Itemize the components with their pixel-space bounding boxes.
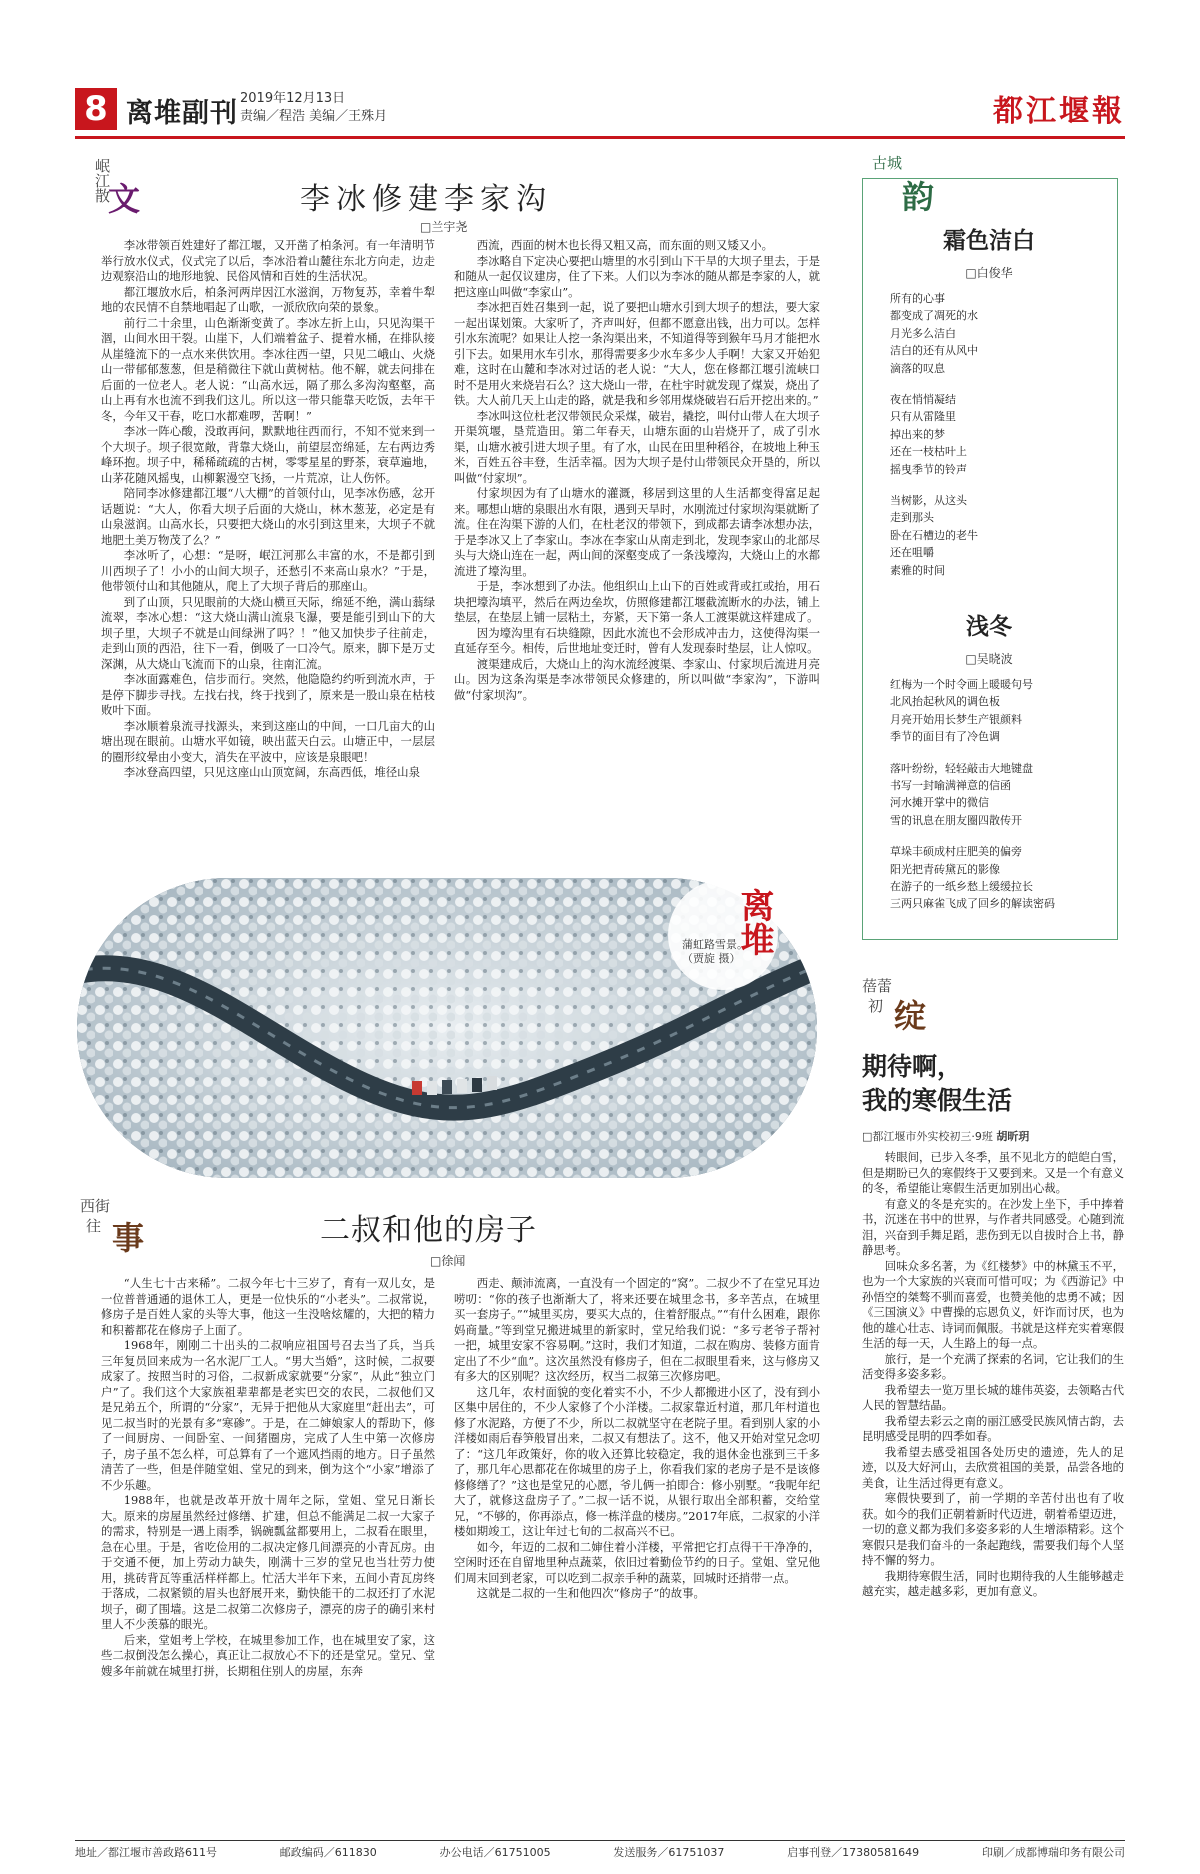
poem-stanza — [890, 843, 1110, 913]
poem-line: 走到那头 — [890, 511, 934, 525]
poem-stanza — [890, 290, 1110, 377]
column-badge-glyph: 事 — [112, 1219, 145, 1257]
footer-delivery: 发送服务／61751037 — [613, 1846, 725, 1859]
paragraph: 李冰叫这位杜老汉带领民众采煤，破岩，撬挖，叫付山带人在大坝子开渠筑堰，垦荒造田。第二年春天，山塘东面的山岩烧开了，成了引水渠，山塘水被引进大坝子里。有了水，山民在田里种稻谷，在坡地上种玉米，百姓五谷丰登，生活幸福。因为大坝子是付山带领民众开垦的，所以叫做“付家坝”。 — [454, 408, 820, 485]
article-byline: □兰宇尧 — [420, 220, 468, 234]
paragraph: 李冰把百姓召集到一起，说了要把山塘水引到大坝子的想法，要大家一起出谋划策。大家听了，齐声叫好，但都不愿意出钱，出力可以。怎样引水东流呢？如果让人挖一条沟渠出来，不知道得等到猴年马月才能把水引下去。如果用水车引水，那得需要多少水车多少人手啊！大家又开始犯难，这时在山麓和李冰对过话的老人说：“大人，您在修都江堰引流峡口时不是用火来烧岩石么？这大烧山一带，在杜宇时就发现了煤炭，烧出了铁。大人前几天上山走的路，就是我和乡邻用煤烧破岩石后开挖出来的。” — [454, 300, 820, 407]
paragraph: 有意义的冬是充实的。在沙发上坐下，手中捧着书，沉迷在书中的世界，与作者共同感受。心随到流泪，兴奋到手舞足蹈，悲伤到无以自拔时合上书，静静思考。 — [862, 1196, 1124, 1257]
paragraph: 于是，李冰想到了办法。他组织山上山下的百姓或背或扛或抬，用石块把壕沟填平，然后在两边垒坎，仿照修建都江堰截流断水的办法，铺上垫层，在垫层上铺一层粘土，夯紧，天下第一条人工渡渠就这样建成了。 — [454, 579, 820, 624]
paragraph: 1988年，也就是改革开放十周年之际，堂姐、堂兄日渐长大。原来的房屋虽然经过修缮、扩建，但总不能满足二叔一大家子的需求，特别是一遇上雨季，锅碗瓢盆都要用上，二叔看在眼里，急在心里。于是，省吃俭用的二叔决定修几间漂亮的小青瓦房。由于交通不便，加上劳动力缺失，刚满十三岁的堂兄也当壮劳力使用，挑砖背瓦等重活样样都上。忙活大半年下来，五间小青瓦房终于落成，二叔紧锁的眉头也舒展开来，勤快能干的二叔还打了水泥坝子，砌了围墙。这是二叔第二次修房子，漂亮的房子的确引来村里人不少羡慕的眼光。 — [101, 1493, 435, 1631]
article-body — [862, 1150, 1124, 1840]
column-badge-label: 古城 — [872, 154, 903, 172]
author-school: □都江堰市外实校初三·9班 — [862, 1130, 993, 1143]
column-badge-xijie — [80, 1195, 160, 1261]
poem-line: 北风抬起秋风的调色板 — [890, 695, 1000, 709]
page-number: 8 — [75, 88, 117, 130]
column-badge-glyph: 绽 — [894, 997, 927, 1035]
paragraph: 寒假快要到了，前一学期的辛苦付出也有了收获。如今的我们正朝着新时代迈进，朝着希望迈进，一切的意义都为我们多姿多彩的人生增添精彩。这个寒假只是我们奋斗的一条起跑线，需要我们每个人坚持不懈的努力。 — [862, 1491, 1124, 1567]
column-badge-label: 岷江散 — [93, 158, 111, 203]
poem-line: 雪的讯息在朋友圈四散传开 — [890, 813, 1022, 827]
poem-line: 草垛丰硕成村庄肥美的偏旁 — [890, 845, 1022, 859]
poem-line: 书写一封喻满禅意的信函 — [890, 779, 1011, 793]
footer-rule — [75, 1840, 1125, 1841]
paragraph: 我希望去感受祖国各处历史的遗迹，先人的足迹，以及大好河山，去欣赏祖国的美景，品尝各地的美食，让生活过得更有意义。 — [862, 1444, 1124, 1490]
poem-stanza — [890, 492, 1110, 579]
footer-printer: 印刷／成都博瑞印务有限公司 — [981, 1846, 1125, 1859]
paragraph: 付家坝因为有了山塘水的灌溉，移居到这里的人生活都变得富足起来。哪想山塘的泉眼出水有限，遇到天旱时，水刚流过付家坝沟渠就断了流。住在沟渠下游的人们，在杜老汉的带领下，到成都去请李冰想办法，于是李冰又上了李家山。李冰在李家山从南走到北，发现李家山的北部尽头与大烧山连在一起，两山间的深壑变成了一条浅壕沟，大烧山上的水都流进了壕沟里。 — [454, 486, 820, 578]
poem-stanza — [890, 760, 1110, 830]
footer-ads: 启事刊登／17380581649 — [787, 1846, 920, 1859]
paragraph: 转眼间，已步入冬季，虽不见北方的皑皑白雪，但是期盼已久的寒假终于又要到来。又是一个有意义的冬，希望能让寒假生活更加别出心裁。 — [862, 1150, 1124, 1195]
paragraph: 李冰略自下定决心要把山塘里的水引到山下干旱的大坝子里去，于是和随从一起仅议建房，住了下来。人们以为李冰的随从都是李家的人，就把这座山叫做“李家山”。 — [454, 253, 820, 299]
masthead-rule — [75, 136, 1125, 139]
column-badge-minjiang — [80, 158, 160, 224]
poem-stanza — [890, 391, 1110, 478]
poem-line: 夜在悄悄凝结 — [890, 393, 956, 407]
paragraph: 李冰面露难色，信步而行。突然，他隐隐约约听到流水声，于是停下脚步寻找。左找右找，终于找到了，原来是一股山泉在枯枝败叶下面。 — [101, 672, 435, 717]
column-badge-glyph: 韵 — [902, 178, 935, 216]
poem-line: 摇曳季节的铃声 — [890, 462, 967, 476]
poem-line: 月亮开始用长梦生产银颜料 — [890, 712, 1022, 726]
paragraph: 如今，年迈的二叔和二婶住着小洋楼，平常把它打点得干干净净的，空闲时还在自留地里种点蔬菜，依旧过着勤俭节约的日子。堂姐、堂兄他们周末回到老家，可以吃到二叔亲手种的蔬菜，回城时还捎带一点。 — [454, 1539, 820, 1585]
paragraph: 回味众多名著，为《红楼梦》中的林黛玉不平，也为一个大家族的兴衰而可惜可叹；为《西游记》中孙悟空的桀骜不驯而喜爱，也赞美他的忠勇不减；因《三国演义》中曹操的忘恩负义，奸诈而讨厌，也为他的雄心壮志、诗词而佩服。书就是这样充实着寒假生活的每一天，人生路上的每一点。 — [862, 1258, 1124, 1350]
poem-line: 月光多么洁白 — [890, 326, 956, 340]
poem-author: □白俊华 — [965, 266, 1013, 280]
section-name: 离堆副刊 — [126, 98, 238, 129]
poem-line: 季节的面目有了冷色调 — [890, 730, 1000, 744]
poem-line: 卧在石槽边的老牛 — [890, 528, 978, 542]
poem-line: 滴落的叹息 — [890, 361, 945, 375]
paragraph: 我希望去彩云之南的丽江感受民族风情古韵，去昆明感受昆明的四季如春。 — [862, 1413, 1124, 1443]
paragraph: 我希望去一览万里长城的雄伟英姿，去领略古代人民的智慧结晶。 — [862, 1382, 1124, 1412]
paragraph: 李冰带领百姓建好了都江堰，又开凿了柏条河。有一年清明节举行放水仪式，仪式完了以后，李冰沿着山麓往东北方向走，边走边观察沿山的地形地貌、民俗风情和百姓的生活状况。 — [101, 238, 435, 283]
poem-author: □吴晓波 — [965, 652, 1013, 666]
paragraph: 西流，西面的树木也长得又粗又高，而东面的则又矮又小。 — [476, 238, 773, 252]
paragraph: 1968年，刚刚二十出头的二叔响应祖国号召去当了兵，当兵三年复员回来成为一名水泥厂工人。“男大当婚”，这时候，二叔要成家了。按照当时的习俗，二叔新成家就要“分家”，从此“独立门户”了。我们这个大家族祖辈辈都是老实巴交的农民，二叔他们又是兄弟五个，所谓的“分家”，无异于把他从大家庭里“赶出去”，可见二叔当时的光景有多“寒碜”。于是，在二婶娘家人的帮助下，修了一间厨房、一间卧室、一间猪圈房，完成了人生中第一次修房子，房子虽不怎么样，可总算有了一个遮风挡雨的地方。日子虽然清苦了一些，但是伴随堂姐、堂兄的到来，倒为这个“小家”增添了不少乐趣。 — [101, 1338, 435, 1492]
article-byline: □徐闻 — [430, 1254, 466, 1268]
article-title-line-1: 期待啊， — [862, 1052, 963, 1081]
poem-body — [890, 290, 1110, 593]
poem-line: 洁白的还有从风中 — [890, 344, 978, 358]
poem-line: 三两只麻雀飞成了回乡的解读密码 — [890, 897, 1055, 911]
author-name: 胡昕玥 — [996, 1130, 1030, 1143]
article-title: 二叔和他的房子 — [320, 1213, 537, 1248]
paragraph: 这就是二叔的一生和他四次“修房子”的故事。 — [476, 1586, 705, 1600]
article-title: 李冰修建李家沟 — [300, 182, 552, 217]
footer-address: 地址／都江堰市善政路611号 — [75, 1846, 217, 1859]
paragraph: 渡渠建成后，大烧山上的沟水流经渡渠、李家山、付家坝后流进月亮山。因为这条沟渠是李冰带领民众修建的，所以叫做“李家沟”，下游叫做“付家坝沟”。 — [454, 656, 820, 702]
paragraph: 这几年，农村面貌的变化着实不小，不少人都搬进小区了，没有到小区集中居住的，不少人家修了个小洋楼。二叔家靠近村道，那几年村道也修了水泥路，方便了不少，所以二叔就坚守在老院子里。看到别人家的小洋楼如雨后春笋般冒出来，二叔又有想法了。这不，他又开始对堂兄念叨了：“这几年政策好，你的收入还算比较稳定，我的退休金也涨到三千多了，那几年心思都花在你城里的房子上，你看我们家的老房子是不是该修修修缮了？”这也是堂兄的心愿，爷儿俩一拍即合：修小别墅。“我呢年纪大了，就修这盘房子了。”二叔一话不说，从银行取出全部积蓄，交给堂兄，“不够的，你再添点，修一栋洋盘的楼房。”2017年底，二叔家的小洋楼如期竣工，这让年过七旬的二叔高兴不已。 — [454, 1384, 820, 1538]
article-column-2 — [454, 1276, 820, 1832]
paragraph: 我期待寒假生活，同时也期待我的人生能够越走越充实，越走越多彩，更加有意义。 — [862, 1568, 1124, 1598]
paragraph: 到了山顶，只见眼前的大烧山横亘天际，绵延不绝，满山蓊绿流翠，李冰心想：“这大烧山满山流泉飞瀑，要是能引到山下的大坝子里，大坝子不就是山间绿洲了吗？！”他又加快步子往前走，走到山顶的西沿，往下一看，倒吸了一口冷气。原来，脚下是万丈深渊，从大烧山飞流而下的山泉，往南汇流。 — [101, 594, 435, 671]
photo-caption-heading: 离堆 — [734, 888, 774, 956]
poem-line: 都变成了凋死的水 — [890, 309, 978, 323]
article-column-1 — [101, 1276, 435, 1832]
article-title-line-2: 我的寒假生活 — [862, 1086, 1013, 1115]
article-column-1 — [101, 238, 435, 838]
footer-postcode: 邮政编码／611830 — [279, 1846, 377, 1859]
poem-line: 还在一枝枯叶上 — [890, 445, 967, 459]
column-badge-glyph: 文 — [108, 180, 141, 218]
article-byline — [862, 1128, 1124, 1144]
paragraph: “人生七十古来稀”。二叔今年七十三岁了，育有一双儿女，是一位普普通通的退休工人，更是一位快乐的“小老头”。二叔常说，修房子是百姓人家的头等大事，他这一生没啥炫耀的，大把的精力和积蓄都花在修房子上面了。 — [101, 1276, 435, 1337]
poem-title: 浅冬 — [966, 614, 1012, 640]
issue-info — [240, 90, 387, 126]
paragraph: 西走、颠沛流离，一直没有一个固定的“窝”。二叔少不了在堂兄耳边唠叨：“你的孩子也渐渐大了，将来还要在城里念书，多辛苦点，在城里买一套房子。”“城里买房，要买大点的，住着舒服点。”“有什么困难，跟你妈商量。”等到堂兄搬进城里的新家时，堂兄给我们说：“多亏老爷子帮衬一把，城里安家不容易啊。”这时，我们才知道，二叔在购房、装修方面肯定出了不少“血”。这次虽然没有修房子，但在二叔眼里看来，这与修房又有多大的区别呢？这次经历，权当二叔第三次修房吧。 — [454, 1276, 820, 1383]
poem-body — [890, 676, 1110, 927]
paragraph: 前行二十余里，山色渐渐变黄了。李冰左折上山，只见沟渠干涸，山间水田干裂。山崖下，人们端着盆子、提着水桶，在排队接从崖缝流下的一点水来供饮用。李冰往西一望，只见二峨山、火烧山一带郁郁葱葱，但是稍微往下就山黄树枯。他不解，就去问排在后面的一位老人。老人说：“山高水远，隔了那么多沟沟壑壑，高山上再有水也流不到我们这儿。所以这一带只能靠天吃饭，去年干冬，今年又干春，吃口水都难啰，苦啊！” — [101, 315, 435, 423]
paragraph: 李冰顺着泉流寻找源头，来到这座山的中间，一口几亩大的山塘出现在眼前。山塘水平如镜，映出蓝天白云。山塘正中，一层层的圈形纹晕由小变大，消失在平波中，应该是泉眼吧！ — [101, 718, 435, 764]
photo-caption — [682, 938, 748, 966]
column-badge-gucheng — [872, 150, 952, 216]
article-title — [862, 1050, 1012, 1118]
photo-caption-text: 蒲虹路雪景。 — [682, 938, 748, 951]
paragraph: 都江堰放水后，柏条河两岸因江水滋润，万物复苏，幸着牛犁地的农民情不自禁地唱起了山歌，一派欣欣向荣的景象。 — [101, 284, 435, 314]
newspaper-logo: 都江堰報 — [993, 94, 1125, 129]
poem-line: 素雅的时间 — [890, 563, 945, 577]
poem-line: 掉出来的梦 — [890, 427, 945, 441]
poem-line: 还在咀嚼 — [890, 546, 934, 560]
poem-line: 河水摊开掌中的微信 — [890, 796, 989, 810]
article-column-2 — [454, 238, 820, 838]
poem-line: 所有的心事 — [890, 292, 945, 305]
column-badge-label-tail: 初 — [868, 997, 884, 1015]
footer-office-phone: 办公电话／61751005 — [439, 1846, 551, 1859]
poem-title: 霜色洁白 — [943, 228, 1035, 254]
poem-line: 在游子的一纸乡愁上缓缓拉长 — [890, 880, 1033, 894]
poem-line: 当树影，从这头 — [890, 494, 967, 508]
footer-info — [75, 1844, 1125, 1860]
paragraph: 后来，堂姐考上学校，在城里参加工作，也在城里安了家，这些二叔倒没怎么操心，真正让二叔放心不下的还是堂兄。堂兄、堂嫂多年前就在城里打拼，长期租住别人的房屋，东奔 — [101, 1632, 435, 1678]
column-badge-label: 西街 — [80, 1197, 111, 1215]
poem-line: 红梅为一个时令画上暖暖句号 — [890, 678, 1033, 691]
editor-credits: 责编／程浩 美编／王殊月 — [240, 109, 388, 124]
paragraph: 旅行，是一个充满了探索的名词，它让我们的生活变得多姿多彩。 — [862, 1351, 1124, 1381]
paragraph: 李冰登高四望，只见这座山山顶宽阔，东高西低，堆径山泉 — [123, 765, 420, 779]
poem-line: 阳光把青砖黛瓦的影像 — [890, 862, 1000, 876]
poem-line: 只有从雷隆里 — [890, 410, 956, 424]
paragraph: 陪同李冰修建都江堰“八大棚”的首领付山，见李冰伤感，忿开话题说：“大人，你看大坝子后面的大烧山，林木葱茏，必定是有山泉滋润。山高水长，只要把大烧山的水引到这里来，大坝子不就地肥土美万物茂了么？” — [101, 486, 435, 547]
paragraph: 李冰一阵心酸，没敢再问，默默地往西而行，不知不觉来到一个大坝子。坝子很宽敞，背靠大烧山，前望层峦绵延，左右两边秀峰环抱。坝子中，稀稀疏疏的古树，零零星星的野茶，衰草遍地，山茅花随风摇曳，山柳絮漫空飞扬，一片荒凉，让人伤怀。 — [101, 424, 435, 485]
column-badge-beilei — [862, 975, 952, 1035]
issue-date: 2019年12月13日 — [240, 91, 346, 106]
paragraph: 因为壕沟里有石块缝隙，因此水流也不会形成冲击力，这使得沟渠一直延存至今。相传，后世地址变迁时，曾有人发现泰时垫层，让人惊叹。 — [454, 625, 820, 655]
column-badge-label-tail: 往 — [86, 1217, 102, 1235]
poem-line: 落叶纷纷，轻轻敲击大地键盘 — [890, 761, 1033, 775]
paragraph: 李冰听了，心想：“是呀，岷江河那么丰富的水，不是都引到川西坝子了！小小的山间大坝子，还愁引不来高山泉水？”于是，他带领付山和其他随从，爬上了大坝子背后的那座山。 — [101, 548, 435, 593]
column-badge-label: 蓓蕾 — [862, 977, 893, 995]
poem-stanza — [890, 676, 1110, 746]
photo-credit: （贾旋 摄） — [682, 952, 741, 965]
